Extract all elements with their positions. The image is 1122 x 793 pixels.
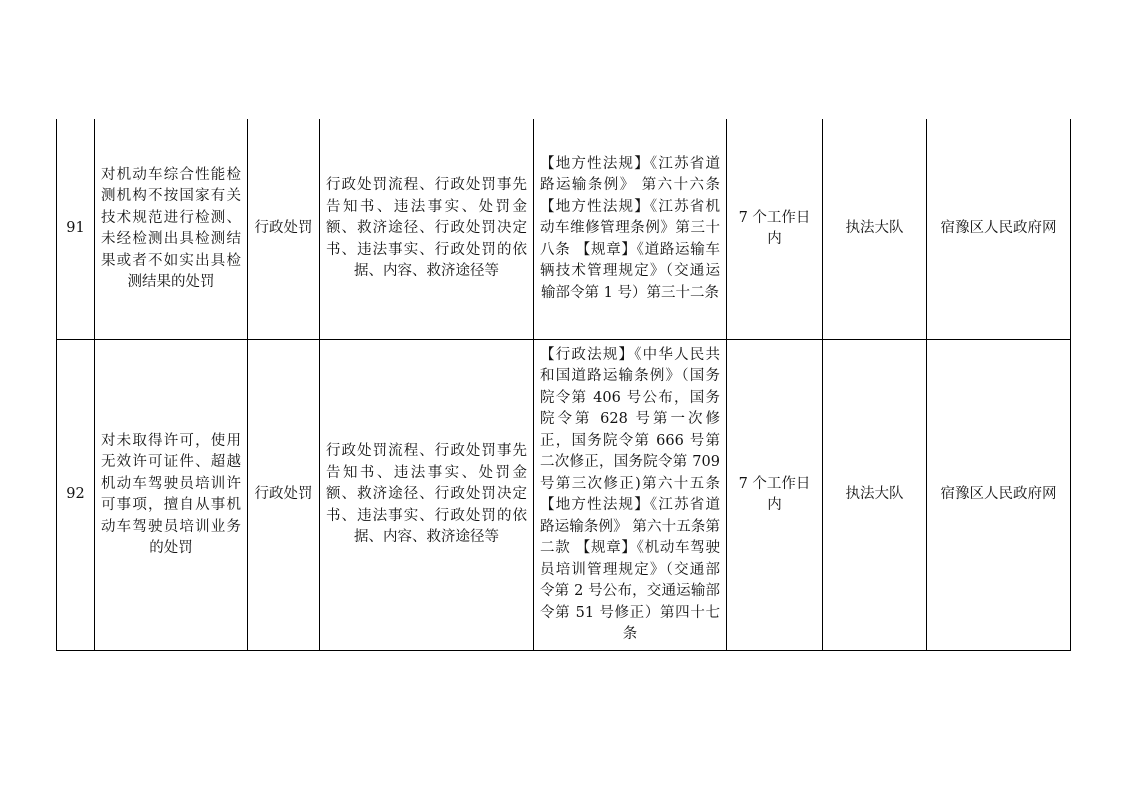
penalty-item-name: 对机动车综合性能检测机构不按国家有关技术规范进行检测、未经检测出具检测结果或者不如实出具检测结果的处罚 [95, 119, 248, 340]
table-row [57, 340, 1071, 651]
publish-channel: 宿豫区人民政府网 [927, 340, 1071, 651]
legal-basis: 【地方性法规】《江苏省道路运输条例》 第六十六条【地方性法规】《江苏省机动车维修管理条例》第三十八条 【规章】《道路运输车辆技术管理规定》（交通运输部令第 1 号）第三十二条 [534, 119, 727, 340]
time-limit: 7 个工作日内 [727, 119, 823, 340]
item-type: 行政处罚 [248, 119, 320, 340]
legal-basis: 【行政法规】《中华人民共和国道路运输条例》（国务院令第 406 号公布，国务院令第 628 号第一次修正，国务院令第 666 号第二次修正，国务院令第 709 号第三次修正)第六十五条 【地方性法规】《江苏省道路运输条例》 第六十五条第二款 【规章】《机动车驾驶员培训管理规定》（交通部令第 2 号公布，交通运输部令第 51 号修正）第四十七条 [534, 340, 727, 651]
disclosure-table [56, 119, 1071, 651]
responsible-department: 执法大队 [823, 119, 927, 340]
penalty-item-name: 对未取得许可，使用无效许可证件、超越机动车驾驶员培训许可事项，擅自从事机动车驾驶员培训业务的处罚 [95, 340, 248, 651]
item-type: 行政处罚 [248, 340, 320, 651]
disclosure-content: 行政处罚流程、行政处罚事先告知书、违法事实、处罚金额、救济途径、行政处罚决定书、违法事实、行政处罚的依据、内容、救济途径等 [320, 340, 534, 651]
row-number: 91 [57, 119, 95, 340]
time-limit: 7 个工作日内 [727, 340, 823, 651]
row-number: 92 [57, 340, 95, 651]
disclosure-content: 行政处罚流程、行政处罚事先告知书、违法事实、处罚金额、救济途径、行政处罚决定书、违法事实、行政处罚的依据、内容、救济途径等 [320, 119, 534, 340]
publish-channel: 宿豫区人民政府网 [927, 119, 1071, 340]
responsible-department: 执法大队 [823, 340, 927, 651]
table-row [57, 119, 1071, 340]
